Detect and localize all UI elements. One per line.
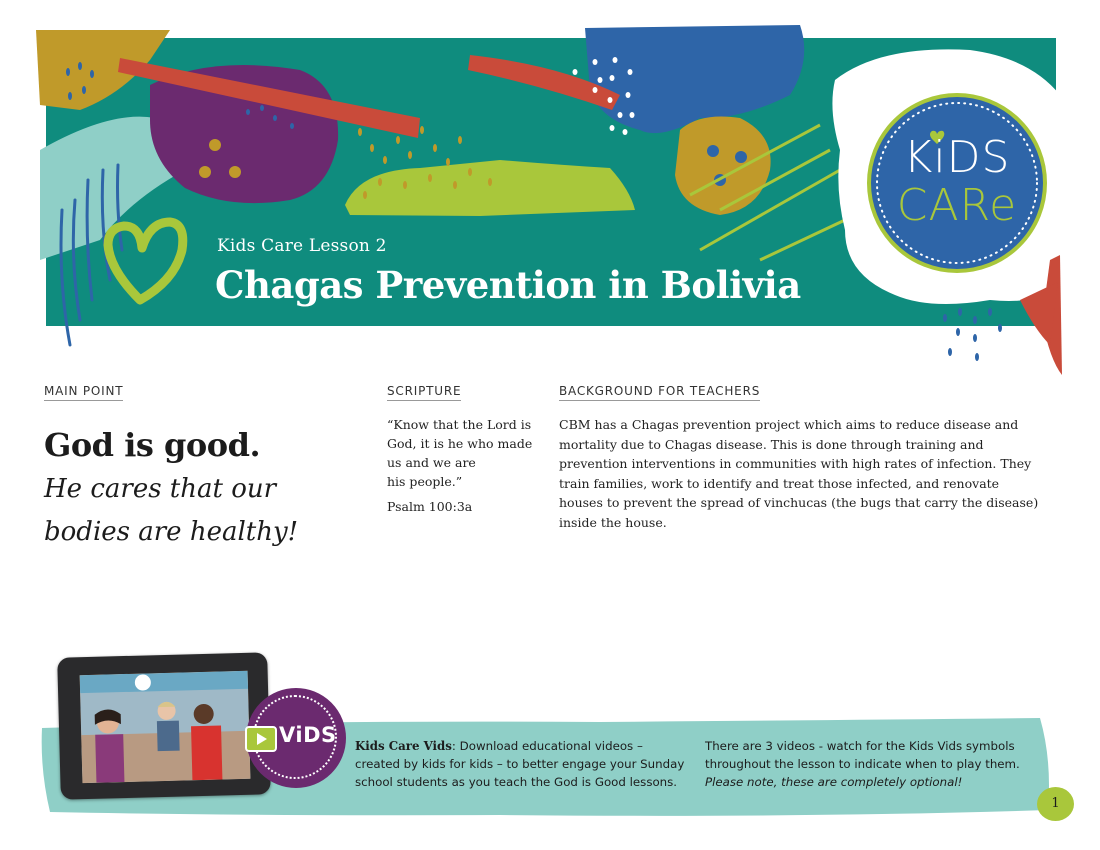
page-number: 1 bbox=[1037, 787, 1074, 821]
main-point-title: God is good. bbox=[44, 426, 261, 464]
play-icon bbox=[245, 726, 277, 752]
tablet-video-thumbnail[interactable] bbox=[57, 652, 271, 799]
scripture-text: “Know that the Lord is God, it is he who made us and we are his people.” bbox=[387, 417, 533, 489]
main-point bbox=[44, 426, 374, 554]
lesson-subtitle: Kids Care Lesson 2 bbox=[217, 236, 387, 256]
scripture-heading: SCRIPTURE bbox=[387, 384, 461, 401]
kids-vids-band bbox=[0, 650, 1100, 850]
kids-vids-description bbox=[355, 737, 685, 791]
kids-vids-badge bbox=[246, 688, 346, 788]
lesson-title: Chagas Prevention in Bolivia bbox=[215, 263, 801, 307]
kids-vids-lead: Kids Care Vids bbox=[355, 739, 452, 753]
main-point-subtitle: He cares that our bodies are healthy! bbox=[44, 474, 299, 547]
logo-text-kids: KiDS bbox=[903, 132, 1011, 183]
background-text: CBM has a Chagas prevention project which aims to reduce disease and mortality due to Chagas disease. This is done through training and prevention interventions in communities with high rates of infection. They train families, work to identify and treat those infected, and renovate houses to prevent the spread of vinchucas (the bugs that carry the disease) inside the house. bbox=[559, 417, 1039, 530]
video-preview-image bbox=[80, 671, 251, 783]
vids-badge-label: ViDS bbox=[279, 723, 337, 747]
kids-vids-note-text: There are 3 videos - watch for the Kids Vids symbols throughout the lesson to indicate when to play them. bbox=[705, 739, 1020, 771]
kids-vids-note bbox=[705, 737, 1035, 791]
kids-vids-optional-note: Please note, these are completely optional! bbox=[705, 775, 963, 789]
background-heading: BACKGROUND FOR TEACHERS bbox=[559, 384, 760, 401]
banner bbox=[0, 0, 1100, 380]
kids-vids-body: : Download educational videos – created by kids for kids – to better engage your Sunday school students as you teach the God is Good lessons. bbox=[355, 739, 685, 789]
kids-care-logo bbox=[866, 92, 1048, 274]
main-point-heading: MAIN POINT bbox=[44, 384, 123, 401]
logo-text-care: CARe bbox=[896, 180, 1018, 231]
scripture-reference: Psalm 100:3a bbox=[387, 499, 473, 514]
